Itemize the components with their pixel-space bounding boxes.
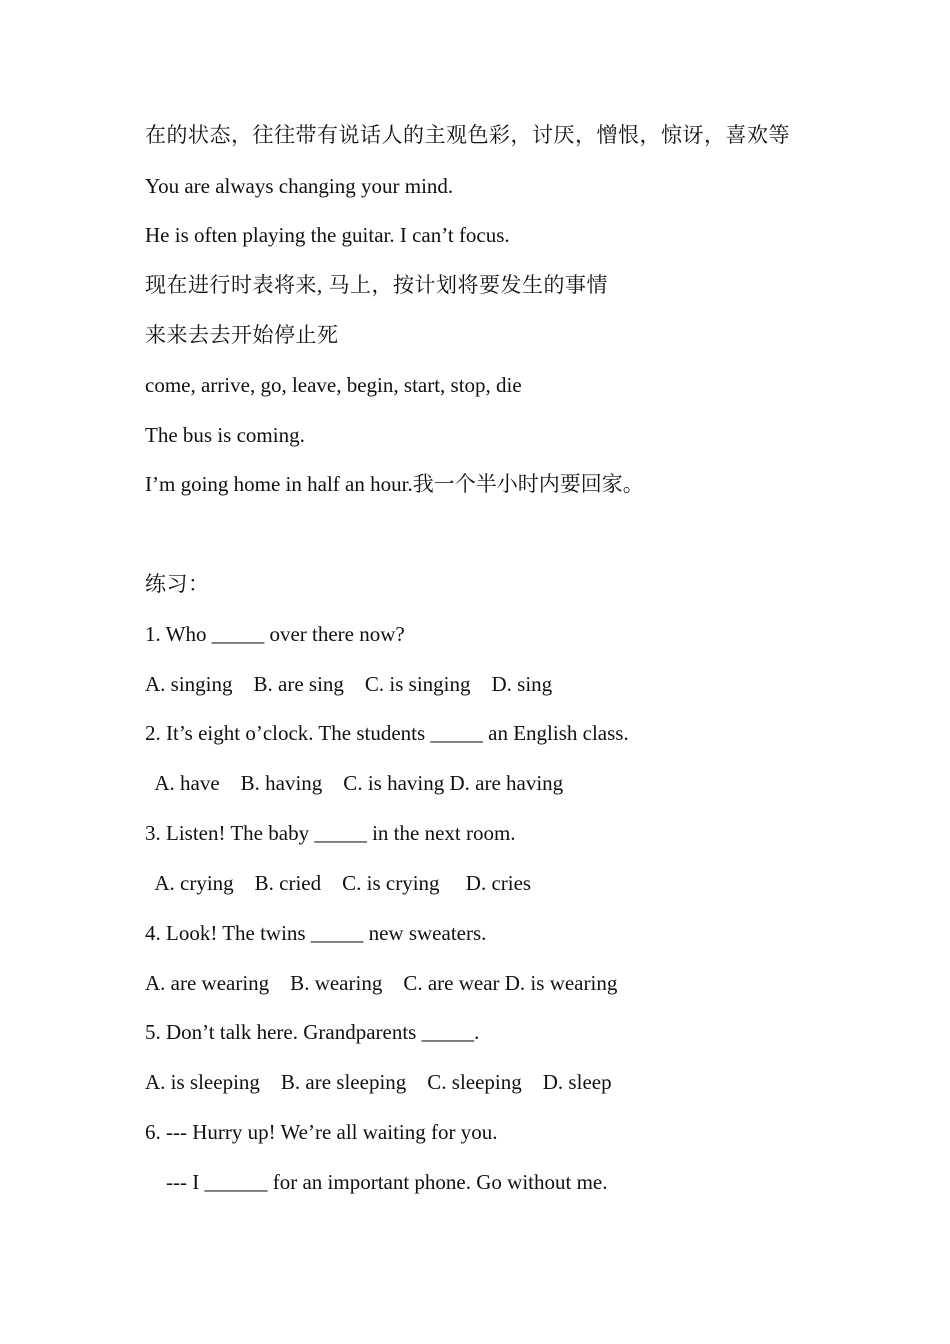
note-line-6: come, arrive, go, leave, begin, start, stop, die	[145, 373, 522, 397]
options-5: A. is sleeping B. are sleeping C. sleeping D. sleep	[145, 1070, 612, 1094]
question-6: 6. --- Hurry up! We’re all waiting for you.	[145, 1120, 498, 1144]
note-line-3: He is often playing the guitar. I can’t focus.	[145, 223, 510, 247]
note-line-1: 在的状态，往往带有说话人的主观色彩，讨厌，憎恨，惊讶，喜欢等	[145, 123, 790, 147]
options-1: A. singing B. are sing C. is singing D. sing	[145, 672, 553, 696]
question-4: 4. Look! The twins _____ new sweaters.	[145, 921, 487, 945]
options-6: --- I ______ for an important phone. Go without me.	[145, 1170, 608, 1194]
note-line-4: 现在进行时表将来, 马上，按计划将要发生的事情	[145, 273, 608, 297]
question-5: 5. Don’t talk here. Grandparents _____.	[145, 1020, 480, 1044]
exercise-heading: 练习：	[145, 572, 210, 596]
question-3: 3. Listen! The baby _____ in the next room.	[145, 821, 516, 845]
question-2: 2. It’s eight o’clock. The students _____ an English class.	[145, 721, 629, 745]
options-4: A. are wearing B. wearing C. are wear D. is wearing	[145, 971, 618, 995]
question-1: 1. Who _____ over there now?	[145, 622, 405, 646]
note-line-5: 来来去去开始停止死	[145, 323, 339, 347]
options-3: A. crying B. cried C. is crying D. cries	[145, 871, 532, 895]
note-line-8: I’m going home in half an hour.我一个半小时内要回家。	[145, 472, 644, 496]
note-line-2: You are always changing your mind.	[145, 174, 454, 198]
note-line-7: The bus is coming.	[145, 423, 305, 447]
options-2: A. have B. having C. is having D. are having	[145, 771, 564, 795]
